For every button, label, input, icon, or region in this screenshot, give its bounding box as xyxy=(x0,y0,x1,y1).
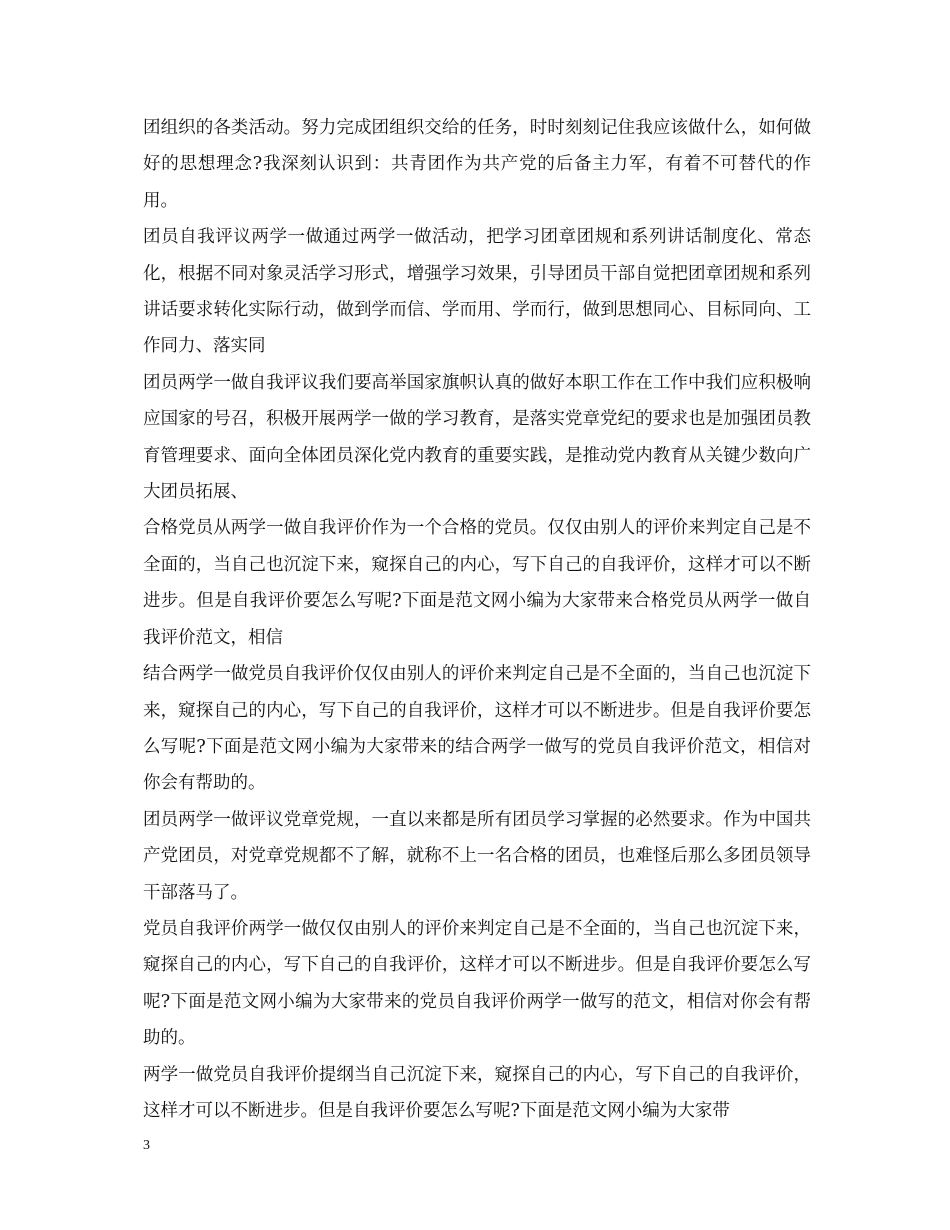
paragraph-2: 团员自我评议两学一做通过两学一做活动，把学习团章团规和系列讲话制度化、常态化，根据不同对象灵活学习形式，增强学习效果，引导团员干部自觉把团章团规和系列讲话要求转化实际行动，做到学而信、学而用、学而行，做到思想同心、目标同向、工作同力、落实同 xyxy=(143,227,811,357)
paragraph-5: 结合两学一做党员自我评价仅仅由别人的评价来判定自己是不全面的，当自己也沉淀下来，窥探自己的内心，写下自己的自我评价，这样才可以不断进步。但是自我评价要怎么写呢?下面是范文网小编为大家带来的结合两学一做写的党员自我评价范文，相信对你会有帮助的。 xyxy=(143,664,811,794)
paragraph-8: 两学一做党员自我评价提纲当自己沉淀下来，窥探自己的内心，写下自己的自我评价，这样才可以不断进步。但是自我评价要怎么写呢?下面是范文网小编为大家带 xyxy=(143,1064,811,1121)
paragraph-1: 团组织的各类活动。努力完成团组织交给的任务，时时刻刻记住我应该做什么，如何做好的思想理念?我深刻认识到：共青团作为共产党的后备主力军，有着不可替代的作用。 xyxy=(143,118,811,211)
paragraph-7: 党员自我评价两学一做仅仅由别人的评价来判定自己是不全面的，当自己也沉淀下来，窥探自己的内心，写下自己的自我评价，这样才可以不断进步。但是自我评价要怎么写呢?下面是范文网小编为大家带来的党员自我评价两学一做写的范文，相信对你会有帮助的。 xyxy=(143,918,811,1049)
paragraph-6: 团员两学一做评议党章党规，一直以来都是所有团员学习掌握的必然要求。作为中国共产党团员，对党章党规都不了解，就称不上一名合格的团员，也难怪后那么多团员领导干部落马了。 xyxy=(143,809,811,903)
document-body xyxy=(143,110,811,1129)
page-number: 3 xyxy=(143,1138,150,1153)
paragraph-3: 团员两学一做自我评议我们要高举国家旗帜认真的做好本职工作在工作中我们应积极响应国家的号召，积极开展两学一做的学习教育，是落实党章党纪的要求也是加强团员教育管理要求、面向全体团员深化党内教育的重要实践，是推动党内教育从关键少数向广大团员拓展、 xyxy=(143,372,811,503)
paragraph-4: 合格党员从两学一做自我评价作为一个合格的党员。仅仅由别人的评价来判定自己是不全面的，当自己也沉淀下来，窥探自己的内心，写下自己的自我评价，这样才可以不断进步。但是自我评价要怎么写呢?下面是范文网小编为大家带来合格党员从两学一做自我评价范文，相信 xyxy=(143,518,811,648)
